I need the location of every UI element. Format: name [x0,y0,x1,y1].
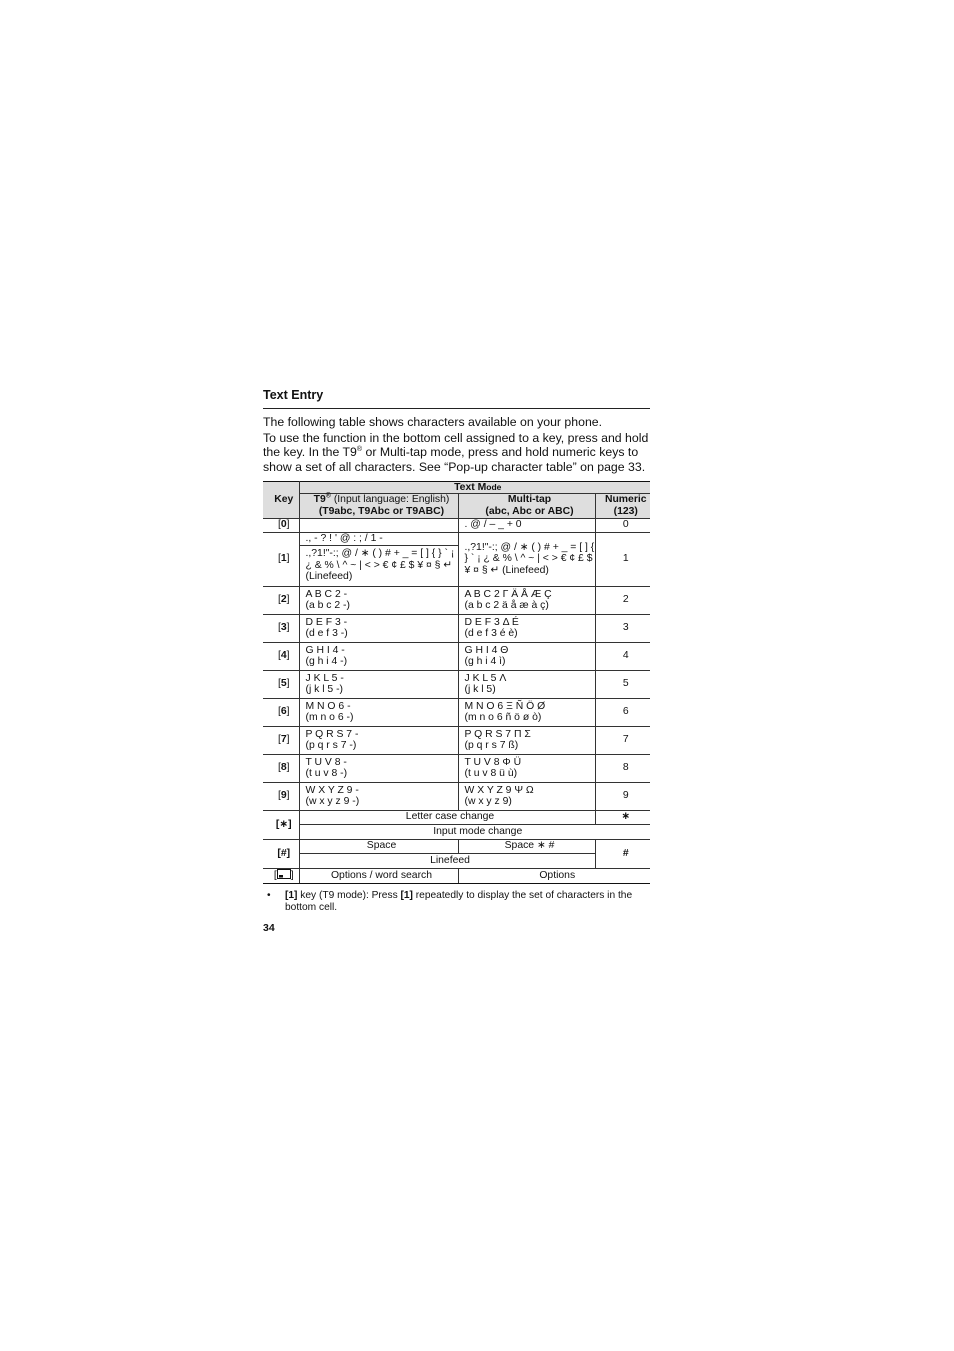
section-title: Text Entry [263,388,650,409]
multitap-cell: W X Y Z 9 Ψ Ω (w x y z 9) [458,782,595,810]
t9-cell: T U V 8 - (t u v 8 -) [299,754,458,782]
star-function-bottom: Input mode change [299,824,650,839]
multitap-cell: A B C 2 Γ Ä Å Æ Ç (a b c 2 ä å æ à ç) [458,586,595,614]
key-label: [6] [263,698,299,726]
star-numeric-cell: ∗ [595,810,650,824]
numeric-cell: 8 [595,754,650,782]
softkey-multitap-cell: Options [458,868,650,883]
key-label: [8] [263,754,299,782]
star-function-top: Letter case change [299,810,595,824]
footnote [263,890,650,915]
t9-cell-bottom: .,?1!"-:; @ / ∗ ( ) # + _ = [ ] { } ` ¡ ¿ & % \ ^ ~ | < > € ¢ £ $ ¥ ¤ § ↵ (Linefeed) [299,545,458,586]
t9-cell: W X Y Z 9 - (w x y z 9 -) [299,782,458,810]
table-row [263,824,650,839]
numeric-cell: 1 [595,532,650,586]
hash-function-bottom: Linefeed [299,853,595,868]
table-row [263,754,650,782]
numeric-cell: 4 [595,642,650,670]
page-content [263,388,650,934]
table-row [263,839,650,853]
key-label-star: [∗] [263,810,299,839]
t9-cell: A B C 2 - (a b c 2 -) [299,586,458,614]
softkey-icon [277,869,291,879]
multitap-cell: .,?1!"-:; @ / ∗ ( ) # + _ = [ ] { } ` ¡ ¿ & % \ ^ ~ | < > € ¢ £ $ ¥ ¤ § ↵ (Linefeed) [458,532,595,586]
numeric-cell: 9 [595,782,650,810]
table-row [263,868,650,883]
character-table [263,481,650,884]
text-mode-header: Text Mode [299,481,650,494]
softkey-t9-cell: Options / word search [299,868,458,883]
intro-text [263,415,650,474]
multitap-cell: T U V 8 Φ Ü (t u v 8 ü ù) [458,754,595,782]
numeric-cell: 7 [595,726,650,754]
hash-numeric-cell: # [595,839,650,868]
table-row [263,853,650,868]
numeric-cell: 2 [595,586,650,614]
key-label: [7] [263,726,299,754]
t9-cell-top: ., - ? ! ' @ : ; / 1 - [299,532,458,545]
table-row [263,614,650,642]
t9-cell: M N O 6 - (m n o 6 -) [299,698,458,726]
multitap-column-header: Multi-tap (abc, Abc or ABC) [458,494,595,518]
hash-t9-cell: Space [299,839,458,853]
bullet: • [267,889,271,901]
multitap-cell: J K L 5 Λ (j k l 5) [458,670,595,698]
page-number: 34 [263,921,275,934]
numeric-cell: 3 [595,614,650,642]
hash-multitap-cell: Space ∗ # [458,839,595,853]
table-row [263,726,650,754]
key-label: [2] [263,586,299,614]
numeric-cell: 6 [595,698,650,726]
multitap-cell: G H I 4 Θ (g h i 4 ì) [458,642,595,670]
t9-cell: J K L 5 - (j k l 5 -) [299,670,458,698]
t9-cell: G H I 4 - (g h i 4 -) [299,642,458,670]
table-header-row [263,481,650,494]
table-row [263,586,650,614]
table-row [263,782,650,810]
table-subheader-row [263,494,650,518]
key-label: [9] [263,782,299,810]
table-row [263,532,650,545]
key-label-softkey: [ ] [263,868,299,883]
table-row [263,518,650,532]
key-label: [4] [263,642,299,670]
table-row [263,698,650,726]
multitap-cell: P Q R S 7 Π Σ (p q r s 7 ß) [458,726,595,754]
t9-column-header: T9® (Input language: English) (T9abc, T9Abc or T9ABC) [299,494,458,518]
multitap-cell: D E F 3 Δ É (d e f 3 é è) [458,614,595,642]
numeric-cell: 5 [595,670,650,698]
t9-cell: P Q R S 7 - (p q r s 7 -) [299,726,458,754]
numeric-cell: 0 [595,518,650,532]
intro-paragraph-1: The following table shows characters available on your phone. [263,415,603,429]
key-label-hash: [#] [263,839,299,868]
table-row [263,810,650,824]
table-row [263,642,650,670]
multitap-cell: . @ / – _ + 0 [458,518,595,532]
t9-cell: D E F 3 - (d e f 3 -) [299,614,458,642]
key-label: [0] [263,518,299,532]
key-label: [5] [263,670,299,698]
numeric-column-header: Numeric (123) [595,494,650,518]
key-label: [3] [263,614,299,642]
key-label: [1] [263,532,299,586]
intro-paragraph-2: To use the function in the bottom cell assigned to a key, press and hold the key. In the T9® or Multi-tap mode, press and hold numeric keys to show a set of all characters. See “Pop-up character table” on page 33. [263,431,649,474]
table-row [263,670,650,698]
t9-cell [299,518,458,532]
footnote-text: [1] key (T9 mode): Press [1] repeatedly to display the set of characters in the bottom cell. [285,889,633,914]
key-column-header: Key [263,481,299,518]
multitap-cell: M N O 6 Ξ Ñ Ö Ø (m n o 6 ñ ö ø ò) [458,698,595,726]
